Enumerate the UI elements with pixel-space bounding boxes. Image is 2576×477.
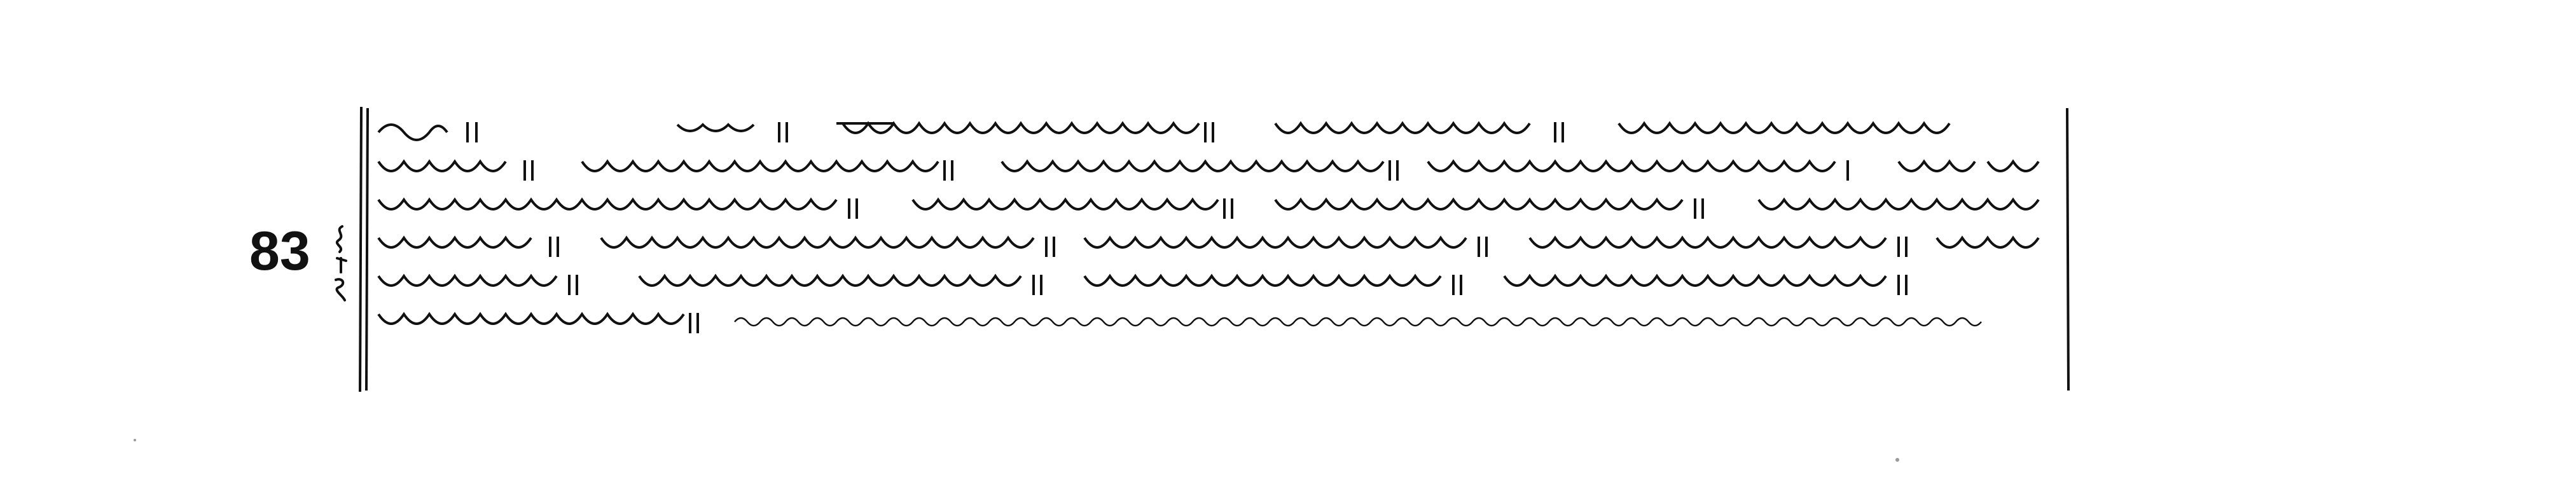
script-body xyxy=(372,109,2058,389)
script-line xyxy=(372,228,2058,266)
script-line xyxy=(372,151,2058,190)
paper-speck xyxy=(1895,458,1899,462)
script-line xyxy=(372,113,2058,151)
script-line xyxy=(372,266,2058,304)
script-line xyxy=(372,190,2058,228)
script-line xyxy=(372,304,2058,342)
marginal-glyph-icon xyxy=(331,221,350,304)
folio-number: 83 xyxy=(249,221,310,282)
paper-speck xyxy=(134,439,136,441)
